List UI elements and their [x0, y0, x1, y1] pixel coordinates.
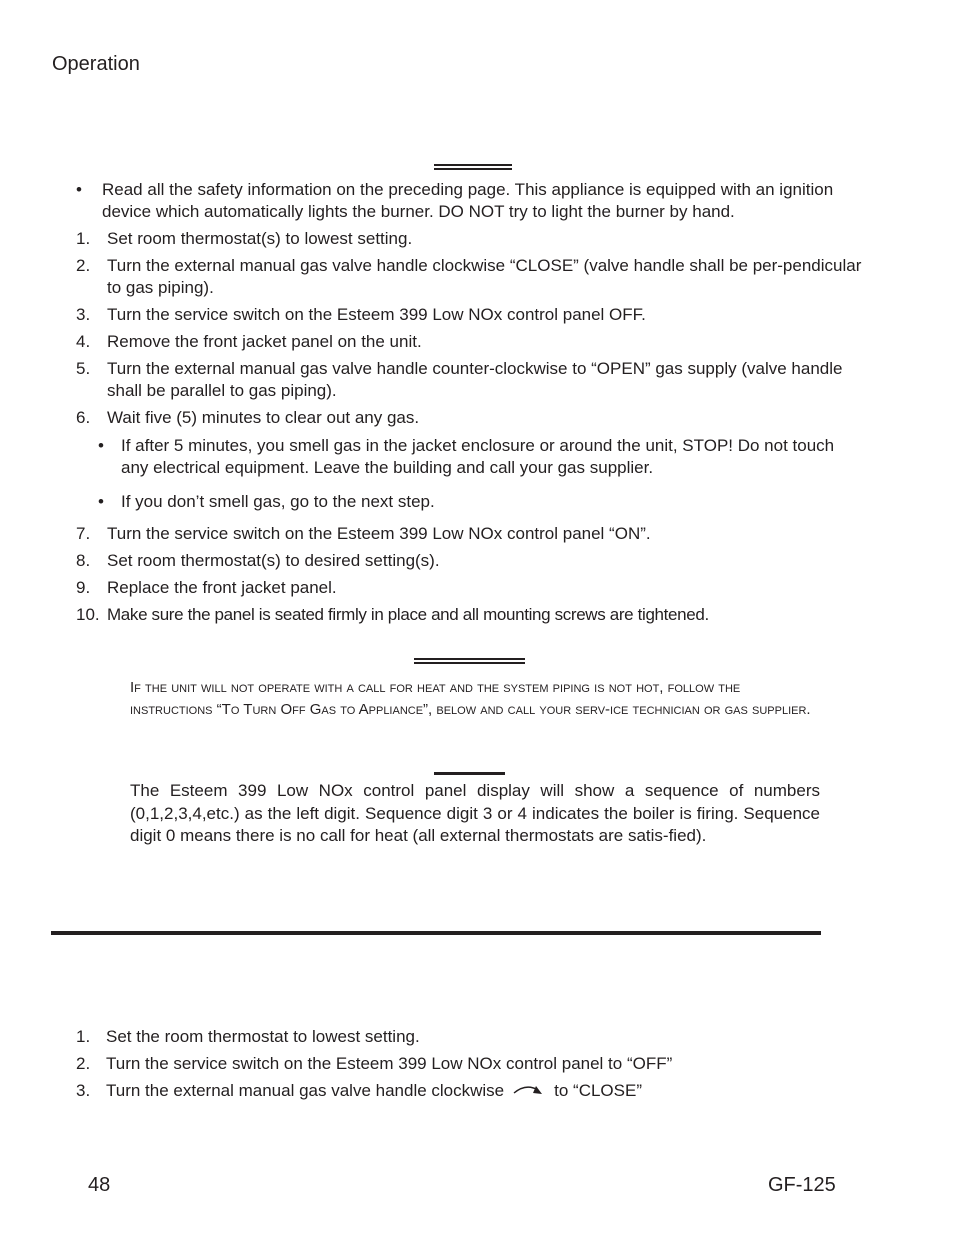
- caution-text: If the unit will not operate with a call for heat and the system piping is not hot, follow the instructions “To Turn Off Gas to Appliance”, below and call your serv-ice technician or gas supplier.: [130, 679, 811, 718]
- section-label: Operation: [52, 53, 140, 75]
- caution-rule: [414, 658, 525, 664]
- heading-rule: [434, 164, 512, 170]
- section-divider: [51, 931, 821, 935]
- note-text: The Esteem 399 Low NOx control panel display will show a sequence of numbers (0,1,2,3,4,etc.) as the left digit. Sequence digit 3 or 4 indicates the boiler is firing. Sequence digit 0 means there is no call for heat (all external thermostats are satis-fied).: [130, 781, 820, 845]
- bullet-icon: •: [76, 180, 82, 199]
- note-rule: [434, 772, 505, 775]
- clockwise-arrow-icon: [512, 1081, 546, 1103]
- bullet-icon: •: [98, 436, 104, 455]
- page-number: 48: [88, 1174, 111, 1196]
- document-code: GF-125: [768, 1174, 836, 1196]
- bullet-icon: •: [98, 492, 104, 511]
- intro-text: Read all the safety information on the preceding page. This appliance is equipped with an ignition device which automatically lights the burner. DO NOT try to light the burner by hand.: [102, 180, 834, 221]
